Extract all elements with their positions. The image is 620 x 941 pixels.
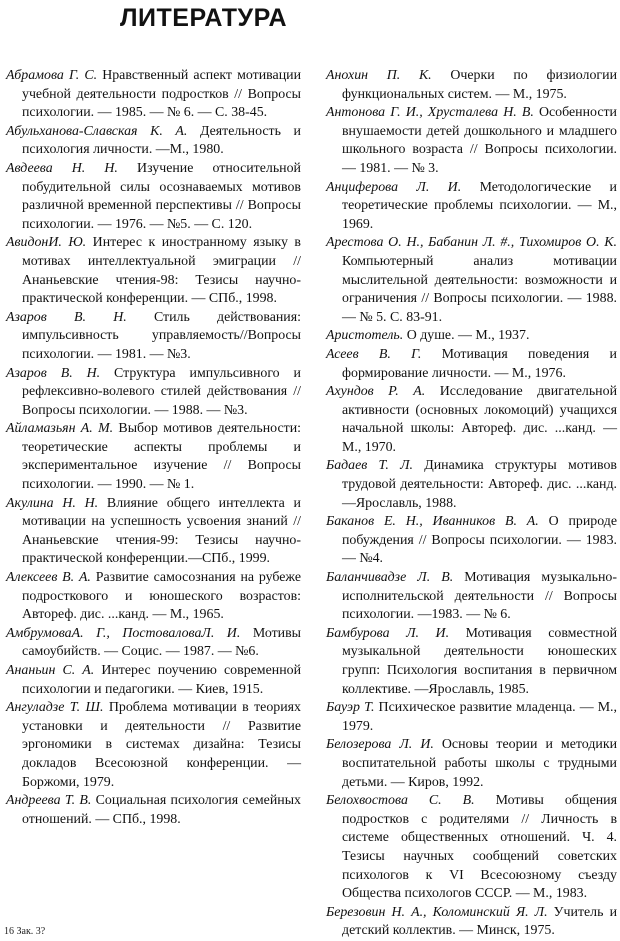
bibliography-entry <box>326 383 617 457</box>
entry-author: Белозерова Л. И. <box>326 737 434 753</box>
entry-text: Особенности внушаемости детей дошкольного и младшего школьного возраста // Вопросы психологии. — 1981. — № 3. <box>342 105 617 176</box>
entry-author: Бауэр Т. <box>326 700 375 716</box>
entry-author: Азаров В. Н. <box>6 365 101 381</box>
entry-text: Стиль действования: импульсивность управляемость//Вопросы психологии. — 1981. — №3. <box>22 309 301 362</box>
entry-author: Азаров В. Н. <box>6 309 127 325</box>
entry-text: Изучение относительной побудительной силы осознаваемых мотивов различной временной перспективы // Вопросы психологии. — 1976. — №5. — С. 120. <box>22 160 301 232</box>
bibliography-entry <box>6 495 301 569</box>
entry-text: Нравственный аспект мотивации учебной деятельности подростков // Вопросы психологии. — 1985. — № 6. — С. 38-45. <box>22 68 301 121</box>
entry-author: АмбрумоваА. Г., ПостоваловаЛ. И. <box>6 625 241 641</box>
entry-text: Структура импульсивного и рефлексивно-волевого стилей действования //Вопросы психологии. — 1988. — №3. <box>22 365 301 418</box>
bibliography-entry <box>6 234 301 308</box>
entry-text: Очерки по физиологии функциональных систем. — М., 1975. <box>342 68 617 102</box>
entry-author: Андреева Т. В. <box>6 793 92 809</box>
entry-text: Основы теории и методики воспитательной работы школы с трудными детьми. — Киров, 1992. <box>342 737 618 790</box>
bibliography-entry <box>6 792 301 829</box>
entry-text: Проблема мотивации в теориях установки и деятельности // Развитие эргономики в системах дизайна: Тезисы докладов Всесоюзной конференции. — Боржоми, 1979. <box>22 700 301 790</box>
entry-author: Авдеева Н. Н. <box>6 160 118 176</box>
bibliography-entry <box>6 309 301 365</box>
entry-text: Учитель и детский коллектив. — Минск, 1975. <box>342 904 617 939</box>
bibliography-entry <box>326 625 617 699</box>
bibliography-entry <box>6 662 301 699</box>
entry-text: Мотивы самоубийств. — Социс. — 1987. — №6. <box>22 625 301 660</box>
entry-author: Ананьин С. А. <box>6 663 95 678</box>
entry-author: Белохвостова С. В. <box>326 793 475 809</box>
entry-text: Социальная психология семейных отношений. — СПб., 1998. <box>22 793 301 827</box>
entry-author: Анциферова Л. И. <box>326 179 462 195</box>
entry-author: Асеев В. Г. <box>326 346 422 362</box>
entry-author: Бадаев Т. Л. <box>326 458 413 474</box>
entry-author: АвидонИ. Ю. <box>6 235 87 251</box>
bibliography-entry <box>326 699 617 736</box>
entry-author: Акулина Н. Н. <box>6 495 99 511</box>
entry-text: Мотивы общения подростков с родителями // Личность в системе общественных отношений. Ч. 4. Тезисы научных сообщений советских психологов к VI Всесоюзному съезду Общества психологов СССР. — М., 1983. <box>342 793 617 902</box>
entry-author: Абрамова Г. С. <box>6 68 98 83</box>
bibliography-entry <box>326 736 617 792</box>
entry-text: Интерес поучению современной психологии и педагогики. — Киев, 1915. <box>22 663 302 697</box>
entry-author: Баланчивадзе Л. В. <box>326 570 454 586</box>
entry-author: Березовин Н. А., Коломинский Я. Л. <box>326 904 548 920</box>
bibliography-entry <box>326 904 617 941</box>
bibliography-entry <box>326 513 617 569</box>
entry-text: О природе побуждения // Вопросы психологии. — 1983. — №4. <box>342 514 617 567</box>
entry-text: Мотивация поведения и формирование личности. — М., 1976. <box>342 346 617 381</box>
bibliography-entry <box>326 457 617 513</box>
entry-text: Исследование двигательной активности (основных локомоций) учащихся начальной школы: Автореф. дис. ...канд. — М., 1970. <box>342 384 617 455</box>
bibliography-entry <box>326 569 617 625</box>
bibliography-entry <box>6 123 301 160</box>
entry-text: О душе. — М., 1937. <box>403 328 530 344</box>
bibliography-entry <box>326 234 617 327</box>
bibliography-entry <box>6 420 301 494</box>
entry-author: Анохин П. К. <box>326 68 432 83</box>
entry-author: Алексеев В. А. <box>6 570 91 586</box>
bibliography-entry <box>6 625 301 662</box>
bibliography-entry <box>6 160 301 234</box>
page-footer: 16 Зак. 3? <box>4 926 46 937</box>
entry-text: Интерес к иностранному языку в мотивах интеллектуальной эмиграции //Ананьевские чтения-98: Тезисы научно-практической конференции. — СПб., 1998. <box>22 235 301 307</box>
bibliography-entry <box>326 327 617 346</box>
entry-author: Баканов Е. Н., Иванников В. А. <box>326 514 539 530</box>
entry-author: Бамбурова Л. И. <box>326 625 450 641</box>
entry-text: Мотивация совместной музыкальной деятельности юношеских групп: Психология воспитания в первичном коллективе. —Ярославль, 1985. <box>342 625 617 697</box>
bibliography-entry <box>6 569 301 625</box>
entry-author: Арестова О. Н., Бабанин Л. #., Тихомиров О. К. <box>326 235 617 251</box>
entry-author: Ахундов Р. А. <box>326 384 426 400</box>
bibliography-entry <box>326 792 617 904</box>
bibliography-entry <box>326 67 617 104</box>
entry-text: Мотивация музыкально-исполнительской деятельности // Вопросы психологии. —1983. — № 6. <box>342 570 617 623</box>
entry-text: Влияние общего интеллекта и мотивации на успешность усвоения знаний //Ананьевские чтения-99: Тезисы научно-практической конференции.—СПб., 1999. <box>22 495 301 567</box>
bibliography-entry <box>6 67 301 123</box>
page-title: ЛИТЕРАТУРА <box>120 4 288 32</box>
entry-text: Деятельность и психология личности. —М., 1980. <box>22 123 301 158</box>
entry-text: Динамика структуры мотивов трудовой деятельности: Автореф. дис. ...канд. —Ярославль, 1988. <box>342 458 617 511</box>
entry-author: Айламазьян А. М. <box>6 421 114 437</box>
entry-author: Абульханова-Славская К. А. <box>6 123 188 139</box>
bibliography-entry <box>6 699 301 792</box>
entry-text: Методологические и теоретические проблемы психологии. — М., 1969. <box>342 179 617 232</box>
entry-author: Антонова Г. И., Хрусталева Н. В. <box>326 105 534 121</box>
entry-author: Ангуладзе Т. Ш. <box>6 700 104 716</box>
bibliography-left-column <box>6 67 301 829</box>
bibliography-right-column <box>326 67 617 941</box>
bibliography-entry <box>6 365 301 421</box>
bibliography-entry <box>326 346 617 383</box>
entry-text: Компьютерный анализ мотивации мыслительной деятельности: возможности и ограничения // Вопросы психологии. — 1988. — № 5. С. 83-91. <box>342 253 617 325</box>
entry-text: Выбор мотивов деятельности: теоретические аспекты проблемы и экспериментальное изучение // Вопросы психологии. — 1990. — № 1. <box>22 421 301 493</box>
entry-text: Развитие самосознания на рубеже подросткового и юношеского возрастов: Автореф. дис. ...канд. — М., 1965. <box>22 570 302 623</box>
entry-author: Аристотель. <box>326 328 404 344</box>
bibliography-entry <box>326 179 617 235</box>
entry-text: Психическое развитие младенца. — М., 1979. <box>342 700 617 734</box>
bibliography-entry <box>326 104 617 178</box>
